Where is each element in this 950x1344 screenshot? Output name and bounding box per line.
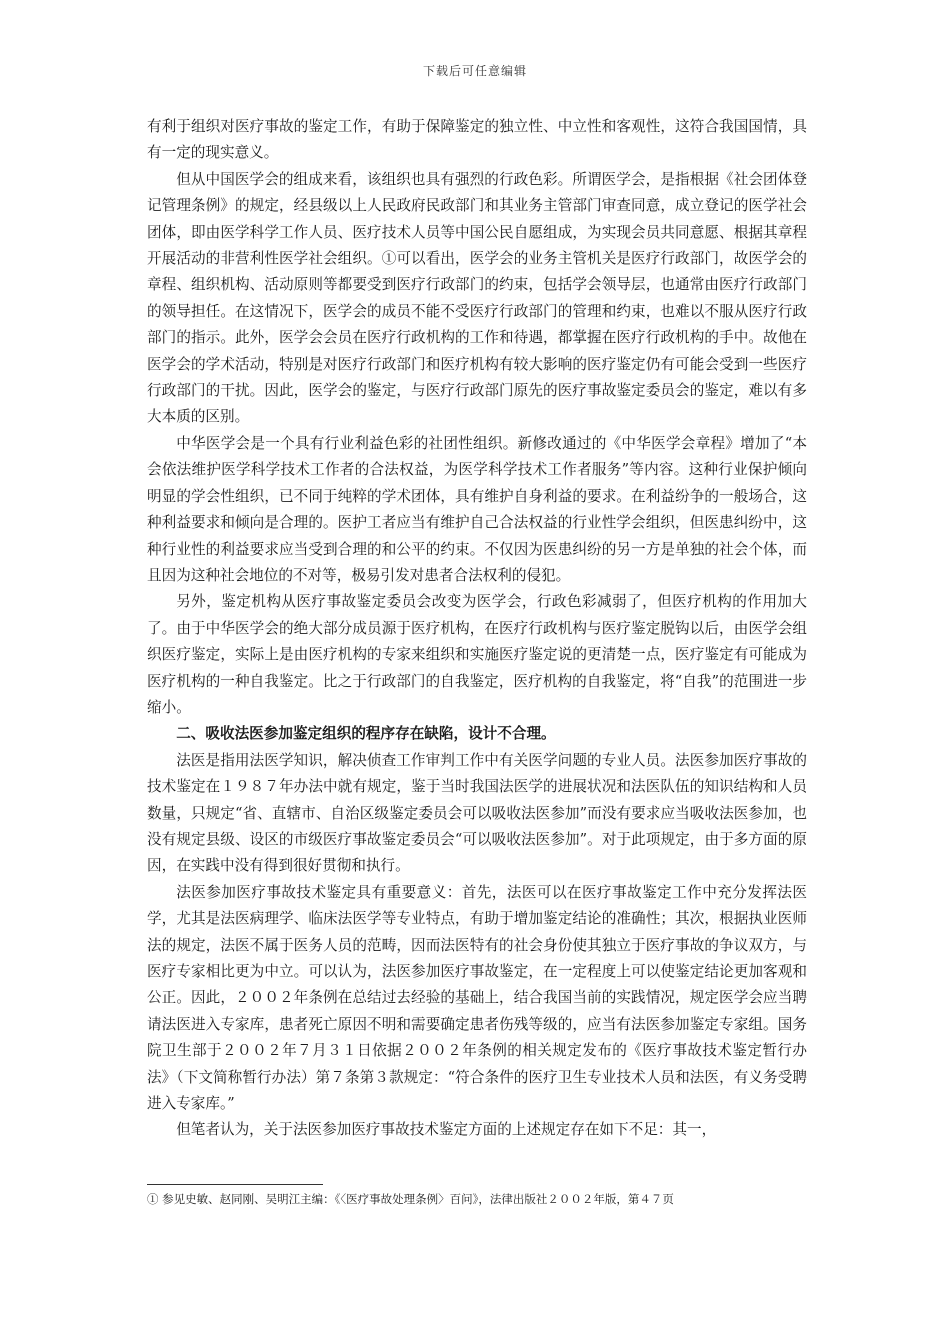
paragraph-forensic-significance: 法医参加医疗事故技术鉴定具有重要意义：首先，法医可以在医疗事故鉴定工作中充分发挥法医学，尤其是法医病理学、临床法医学等专业特点，有助于增加鉴定结论的准确性；其次，根据执业医师法的规定，法医不属于医务人员的范畴，因而法医特有的社会身份使其独立于医疗事故的争议双方，与医疗专家相比更为中立。可以认为，法医参加医疗事故鉴定，在一定程度上可以使鉴定结论更加客观和公正。因此，２００２年条例在总结过去经验的基础上，结合我国当前的实践情况，规定医学会应当聘请法医进入专家库，患者死亡原因不明和需要确定患者伤残等级的，应当有法医参加鉴定专家组。国务院卫生部于２００２年７月３１日依据２００２年条例的相关规定发布的《医疗事故技术鉴定暂行办法》（下文简称暂行办法）第７条第３款规定：“符合条件的医疗卫生专业技术人员和法医，有义务受聘进入专家库。” bbox=[147, 883, 807, 1113]
paragraph-chinese-medical-association: 中华医学会是一个具有行业利益色彩的社团性组织。新修改通过的《中华医学会章程》增加了“本会依法维护医学科学技术工作者的合法权益，为医学科学技术工作者服务”等内容。这种行业保护倾向明显的学会性组织，已不同于纯粹的学术团体，具有维护自身利益的要求。在利益纷争的一般场合，这种利益要求和倾向是合理的。医护工者应当有维护自己合法权益的行业性学会组织，但医患纠纷中，这种行业性的利益要求应当受到合理的和公平的约束。不仅因为医患纠纷的另一方是单独的社会个体，而且因为这种社会地位的不对等，极易引发对患者合法权利的侵犯。 bbox=[147, 434, 807, 584]
footnote-divider bbox=[147, 1184, 323, 1185]
page-header: 下载后可任意编辑 bbox=[422, 64, 527, 78]
paragraph-appraisal-body-change: 另外，鉴定机构从医疗事故鉴定委员会改变为医学会，行政色彩减弱了，但医疗机构的作用加大了。由于中华医学会的绝大部分成员源于医疗机构，在医疗行政机构与医疗鉴定脱钩以后，由医学会组织医疗鉴定，实际上是由医疗机构的专家来组织和实施医疗鉴定说的更清楚一点，医疗鉴定有可能成为医疗机构的一种自我鉴定。比之于行政部门的自我鉴定，医疗机构的自我鉴定，将“自我”的范围进一步缩小。 bbox=[147, 593, 807, 716]
footnote: ① 参见史敏、赵同刚、吴明江主编：《〈医疗事故处理条例〉百问》，法律出版社２００２年版，第４７页 bbox=[147, 1192, 674, 1206]
paragraph-medical-association: 但从中国医学会的组成来看，该组织也具有强烈的行政色彩。所谓医学会，是指根据《社会团体登记管理条例》的规定，经县级以上人民政府民政部门和其业务主管部门审查同意，成立登记的医学社会团体，即由医学科学工作人员、医疗技术人员等中国公民自愿组成，为实现会员共同意愿、根据其章程开展活动的非营利性医学社会组织。①可以看出，医学会的业务主管机关是医疗行政部门，故医学会的章程、组织机构、活动原则等都要受到医疗行政部门的约束，包括学会领导层，也通常由医疗行政部门的领导担任。在这情况下，医学会的成员不能不受医疗行政部门的管理和约束，也难以不服从医疗行政部门的指示。此外，医学会会员在医疗行政机构的工作和待遇，都掌握在医疗行政机构的手中。故他在医学会的学术活动，特别是对医疗行政部门和医疗机构有较大影响的医疗鉴定仍有可能会受到一些医疗行政部门的干扰。因此，医学会的鉴定，与医疗行政部门原先的医疗事故鉴定委员会的鉴定，难以有多大本质的区别。 bbox=[147, 170, 807, 426]
document-body bbox=[147, 114, 807, 1144]
section-heading-2: 二、吸收法医参加鉴定组织的程序存在缺陷，设计不合理。 bbox=[176, 725, 556, 743]
paragraph-shortcomings: 但笔者认为，关于法医参加医疗事故技术鉴定方面的上述规定存在如下不足：其一， bbox=[176, 1121, 717, 1139]
paragraph-continuation: 有利于组织对医疗事故的鉴定工作，有助于保障鉴定的独立性、中立性和客观性，这符合我国国情，具有一定的现实意义。 bbox=[147, 118, 807, 162]
paragraph-forensic-doctor: 法医是指用法医学知识，解决侦查工作审判工作中有关医学问题的专业人员。法医参加医疗事故的技术鉴定在１９８７年办法中就有规定，鉴于当时我国法医学的进展状况和法医队伍的知识结构和人员数量，只规定“省、直辖市、自治区级鉴定委员会可以吸收法医参加”而没有要求应当吸收法医参加，也没有规定县级、设区的市级医疗事故鉴定委员会“可以吸收法医参加”。对于此项规定，由于多方面的原因，在实践中没有得到很好贯彻和执行。 bbox=[147, 751, 807, 875]
